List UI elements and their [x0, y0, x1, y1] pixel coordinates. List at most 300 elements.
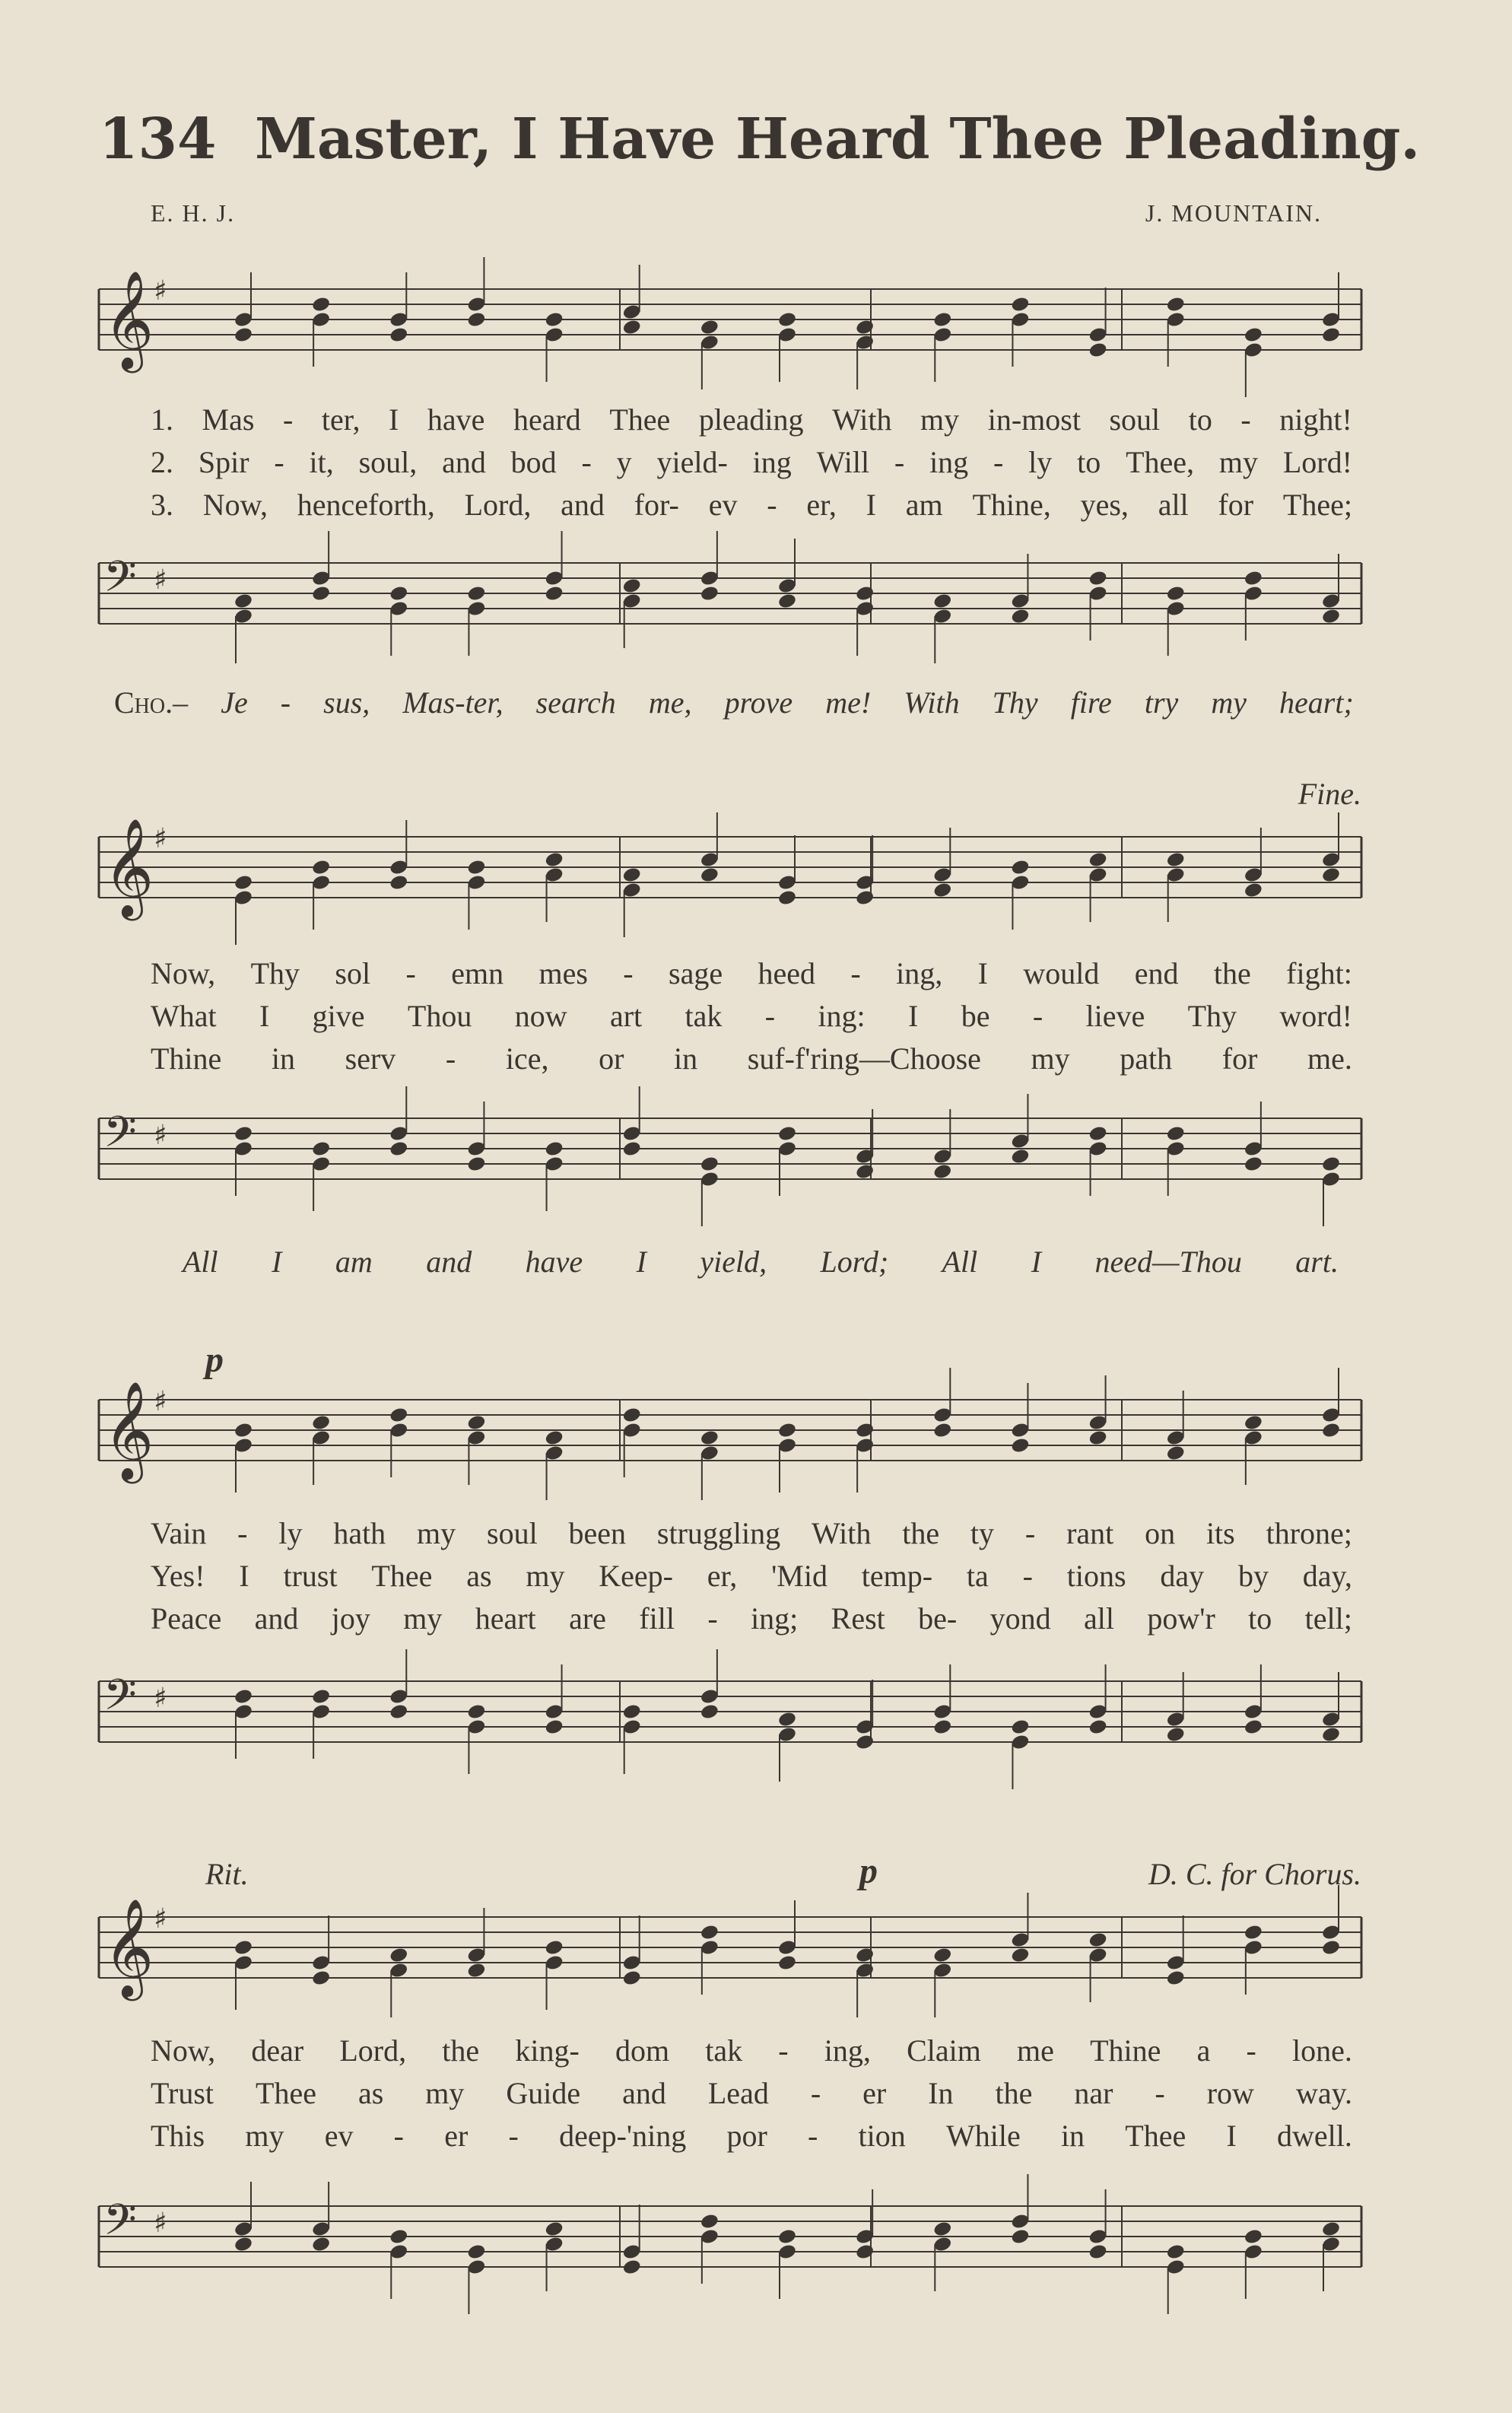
- lyric-word: as: [357, 2076, 384, 2110]
- lyric-word: -: [1246, 2033, 1256, 2068]
- lyric-word: Now,: [151, 956, 216, 990]
- lyric-word: 2.: [151, 445, 173, 479]
- notehead: [932, 1718, 952, 1736]
- notehead: [777, 1422, 797, 1439]
- notehead: [1166, 1970, 1186, 1987]
- notehead: [1321, 1726, 1341, 1744]
- lyric-word: the: [995, 2076, 1033, 2110]
- chorus-word: my: [1211, 685, 1247, 720]
- chorus-word: sus,: [323, 685, 370, 720]
- lyric-word: soul,: [358, 445, 418, 479]
- notehead: [1321, 2221, 1341, 2238]
- notehead: [1088, 2243, 1107, 2261]
- lyric-word: tions: [1066, 1559, 1126, 1593]
- notehead: [1321, 1156, 1341, 1173]
- sharp-icon: ♯: [154, 1386, 167, 1417]
- notehead: [1244, 882, 1263, 899]
- lyric-word: tion: [858, 2119, 906, 2153]
- lyric-word: for: [1221, 1041, 1258, 1076]
- bass-clef-icon: 𝄢: [103, 1108, 137, 1168]
- lyric-word: end: [1134, 956, 1179, 990]
- lyric-word: -: [1022, 1559, 1033, 1593]
- notehead: [1244, 2228, 1263, 2246]
- notehead: [389, 326, 408, 344]
- notehead: [544, 1429, 564, 1447]
- notehead: [777, 1711, 797, 1728]
- notehead: [466, 585, 486, 602]
- lyric-word: -: [1155, 2076, 1165, 2110]
- notehead: [1321, 1939, 1341, 1957]
- notehead: [1088, 1429, 1107, 1447]
- lyric-word: -: [764, 999, 776, 1033]
- lyric-word: nar: [1074, 2076, 1113, 2110]
- notehead: [466, 1414, 486, 1432]
- chorus-line: [114, 685, 1354, 720]
- notehead: [1166, 296, 1186, 313]
- notehead: [700, 1924, 719, 1941]
- chorus-word: I: [272, 1245, 282, 1279]
- notehead: [233, 1422, 253, 1439]
- notehead: [700, 1429, 719, 1447]
- notehead: [622, 866, 642, 884]
- lyric-word: 1.: [151, 402, 173, 437]
- notehead: [855, 585, 875, 602]
- lyric-word: What: [151, 999, 217, 1033]
- verse-3-line: [151, 1041, 1352, 1076]
- music-system-2: [84, 776, 1377, 1293]
- sharp-icon: ♯: [154, 823, 167, 854]
- lyric-word: bod: [510, 445, 557, 479]
- notehead: [777, 1954, 797, 1972]
- lyric-word: Thine: [151, 1041, 222, 1076]
- notehead: [311, 296, 331, 313]
- verse-1-line: [151, 2033, 1352, 2068]
- lyric-word: Thine,: [972, 488, 1051, 522]
- lyric-word: -: [274, 445, 284, 479]
- notehead: [311, 1688, 331, 1706]
- notehead: [855, 1163, 875, 1181]
- lyric-word: ing:: [818, 999, 866, 1033]
- notehead: [466, 2243, 486, 2261]
- chorus-word: art.: [1295, 1245, 1339, 1279]
- notehead: [1166, 1445, 1186, 1462]
- lyric-word: I: [977, 956, 988, 990]
- lyric-word: my: [1218, 445, 1258, 479]
- lyric-word: way.: [1295, 2076, 1352, 2110]
- lyric-word: day,: [1302, 1559, 1352, 1593]
- notehead: [1088, 1718, 1107, 1736]
- lyric-word: its: [1205, 1516, 1235, 1550]
- lyric-word: for: [1218, 488, 1254, 522]
- notehead: [233, 2236, 253, 2253]
- notehead: [932, 1422, 952, 1439]
- lyric-word: it,: [309, 445, 334, 479]
- music-system-4: [84, 1851, 1377, 2343]
- lyric-word: are: [569, 1601, 606, 1636]
- chorus-word: -: [280, 685, 291, 720]
- lyric-word: -: [767, 488, 777, 522]
- lyric-word: ice,: [505, 1041, 549, 1076]
- lyric-word: or: [599, 1041, 624, 1076]
- notehead: [855, 1947, 875, 1964]
- lyric-word: be: [961, 999, 990, 1033]
- chorus-word: me!: [825, 685, 872, 720]
- lyric-word: -: [623, 956, 634, 990]
- verse-2-line: [151, 444, 1352, 480]
- lyric-word: Mas: [202, 402, 255, 437]
- notehead: [389, 585, 408, 602]
- lyric-word: in-most: [987, 402, 1081, 437]
- verse-2-line: [151, 2075, 1352, 2111]
- notehead: [466, 1962, 486, 1979]
- lyric-word: by: [1237, 1559, 1269, 1593]
- lyric-word: serv: [345, 1041, 396, 1076]
- chorus-word: search: [535, 685, 616, 720]
- chorus-word: have: [525, 1245, 583, 1279]
- lyric-word: dear: [251, 2033, 304, 2068]
- lyric-word: With: [832, 402, 892, 437]
- lyric-word: soul: [1109, 402, 1161, 437]
- lyric-word: as: [466, 1559, 492, 1593]
- ritardando-mark: Rit.: [205, 1857, 249, 1891]
- lyric-word: and: [622, 2076, 666, 2110]
- lyric-word: hath: [333, 1516, 386, 1550]
- notehead: [700, 1156, 719, 1173]
- sharp-icon: ♯: [154, 2208, 167, 2239]
- notehead: [389, 874, 408, 892]
- notehead: [1244, 326, 1263, 344]
- lyric-word: ta: [966, 1559, 989, 1593]
- notehead: [932, 1163, 952, 1181]
- lyric-word: and: [561, 488, 605, 522]
- lyric-word: Peace: [151, 1601, 222, 1636]
- lyric-word: mes: [538, 956, 588, 990]
- notehead: [1166, 1726, 1186, 1744]
- chorus-word: I: [636, 1245, 646, 1279]
- lyric-word: Now,: [151, 2033, 216, 2068]
- notehead: [700, 866, 719, 884]
- lyric-word: -: [237, 1516, 248, 1550]
- notehead: [855, 2243, 875, 2261]
- lyric-word: my: [920, 402, 960, 437]
- lyric-word: -: [1032, 999, 1043, 1033]
- lyric-word: Thee: [609, 402, 671, 437]
- lyric-word: to: [1188, 402, 1212, 437]
- lyric-word: yond: [989, 1601, 1051, 1636]
- lyric-word: Rest: [831, 1601, 885, 1636]
- lyric-word: I: [259, 999, 270, 1033]
- lyric-word: all: [1158, 488, 1189, 522]
- lyric-word: for-: [634, 488, 679, 522]
- lyric-word: Now,: [202, 488, 268, 522]
- sharp-icon: ♯: [154, 564, 167, 596]
- lyric-word: row: [1206, 2076, 1254, 2110]
- lyric-word: ing,: [896, 956, 943, 990]
- chorus-word: Thy: [992, 685, 1038, 720]
- notehead: [311, 2236, 331, 2253]
- lyric-word: tell;: [1304, 1601, 1352, 1636]
- treble-staff: [84, 806, 1377, 936]
- lyric-word: king-: [515, 2033, 580, 2068]
- lyric-word: Thy: [1187, 999, 1237, 1033]
- notehead: [1010, 1947, 1030, 1964]
- lyric-word: day: [1160, 1559, 1205, 1593]
- piano-dynamic: p: [205, 1340, 224, 1380]
- lyric-word: struggling: [656, 1516, 781, 1550]
- lyric-word: and: [442, 445, 486, 479]
- lyric-word: sage: [669, 956, 723, 990]
- lyric-word: Lord,: [464, 488, 532, 522]
- notehead: [1010, 1718, 1030, 1736]
- chorus-word: need—Thou: [1094, 1245, 1242, 1279]
- lyric-word: heart: [475, 1601, 536, 1636]
- lyric-word: Thou: [407, 999, 472, 1033]
- lyric-word: now: [514, 999, 567, 1033]
- treble-staff: [84, 1887, 1377, 2016]
- lyric-word: a: [1196, 2033, 1211, 2068]
- notehead: [777, 1125, 797, 1143]
- hymn-number: 134: [99, 107, 217, 172]
- notehead: [1166, 851, 1186, 869]
- lyric-word: me.: [1307, 1041, 1352, 1076]
- verse-3-line: [151, 487, 1352, 523]
- lyric-word: yes,: [1080, 488, 1129, 522]
- lyric-word: ly: [1028, 445, 1053, 479]
- lyric-word: Lord,: [339, 2033, 407, 2068]
- notehead: [311, 1414, 331, 1432]
- lyric-word: -: [807, 2119, 818, 2153]
- sharp-icon: ♯: [154, 1683, 167, 1714]
- lyric-word: Thee: [371, 1559, 433, 1593]
- lyric-word: throne;: [1266, 1516, 1352, 1550]
- notehead: [311, 585, 331, 602]
- lyric-word: all: [1084, 1601, 1114, 1636]
- notehead: [1010, 2228, 1030, 2246]
- verse-1-line: [151, 1515, 1352, 1551]
- lyric-word: fill: [639, 1601, 675, 1636]
- notehead: [932, 882, 952, 899]
- chorus-word: Je: [221, 685, 248, 720]
- lyric-word: word!: [1279, 999, 1352, 1033]
- notehead: [932, 311, 952, 329]
- notehead: [622, 577, 642, 595]
- lyric-word: my: [1031, 1041, 1070, 1076]
- sharp-icon: ♯: [154, 1120, 167, 1151]
- chorus-word: Lord;: [820, 1245, 889, 1279]
- lyric-word: my: [417, 1516, 456, 1550]
- chorus-word: All: [183, 1245, 218, 1279]
- verse-1-line: [151, 402, 1352, 437]
- lyric-word: ev: [708, 488, 738, 522]
- words-credit: E. H. J.: [151, 199, 236, 227]
- notehead: [700, 2213, 719, 2230]
- notehead: [1244, 1156, 1263, 1173]
- chorus-line: [183, 1244, 1339, 1280]
- lyric-word: Thy: [250, 956, 300, 990]
- lyric-word: Guide: [506, 2076, 581, 2110]
- lyric-word: Thine: [1090, 2033, 1161, 2068]
- lyric-word: Thee: [256, 2076, 316, 2110]
- lyric-word: Lord!: [1282, 445, 1352, 479]
- chorus-word: heart;: [1279, 685, 1354, 720]
- notehead: [233, 593, 253, 610]
- lyric-word: pleading: [698, 402, 804, 437]
- notehead: [932, 593, 952, 610]
- notehead: [389, 1140, 408, 1158]
- lyric-word: -: [393, 2119, 404, 2153]
- notehead: [777, 2228, 797, 2246]
- notehead: [932, 2221, 952, 2238]
- notehead: [1166, 585, 1186, 602]
- lyric-word: ter,: [321, 402, 361, 437]
- chorus-word: fire: [1070, 685, 1112, 720]
- verse-2-line: [151, 998, 1352, 1034]
- lyric-word: er,: [707, 1559, 738, 1593]
- lyric-word: This: [151, 2119, 205, 2153]
- lyric-word: the: [902, 1516, 940, 1550]
- lyric-word: ly: [278, 1516, 303, 1550]
- notehead: [622, 1140, 642, 1158]
- notehead: [855, 889, 875, 907]
- lyric-word: -: [993, 445, 1004, 479]
- notehead: [233, 326, 253, 344]
- lyric-word: -: [1240, 402, 1251, 437]
- treble-clef-icon: 𝄞: [103, 818, 154, 917]
- notehead: [700, 1703, 719, 1721]
- lyric-word: temp-: [861, 1559, 933, 1593]
- notehead: [855, 1422, 875, 1439]
- notehead: [855, 1734, 875, 1751]
- lyric-word: With: [811, 1516, 872, 1550]
- chorus-word: With: [904, 685, 960, 720]
- lyric-word: been: [568, 1516, 627, 1550]
- notehead: [1010, 1437, 1030, 1454]
- lyric-word: joy: [331, 1601, 370, 1636]
- treble-clef-icon: 𝄞: [103, 1381, 154, 1480]
- notehead: [622, 2259, 642, 2276]
- notehead: [311, 1140, 331, 1158]
- chorus-word: I: [1031, 1245, 1042, 1279]
- notehead: [1244, 1924, 1263, 1941]
- lyric-word: Vain: [151, 1516, 207, 1550]
- notehead: [1321, 1422, 1341, 1439]
- notehead: [1244, 570, 1263, 587]
- notehead: [389, 1407, 408, 1424]
- lyric-word: -: [508, 2119, 519, 2153]
- bass-staff: [84, 533, 1377, 662]
- lyric-word: ev: [324, 2119, 354, 2153]
- verse-3-line: [151, 2118, 1352, 2154]
- piano-dynamic: p: [859, 1851, 878, 1891]
- notehead: [544, 1939, 564, 1957]
- lyric-word: -: [445, 1041, 456, 1076]
- lyric-word: deep-'ning: [559, 2119, 687, 2153]
- lyric-word: ty: [970, 1516, 995, 1550]
- lyric-word: and: [254, 1601, 299, 1636]
- music-credit: J. MOUNTAIN.: [1145, 199, 1322, 227]
- notehead: [389, 1947, 408, 1964]
- notehead: [1088, 1125, 1107, 1143]
- lyric-word: I: [389, 402, 399, 437]
- lyric-word: in: [674, 1041, 698, 1076]
- lyric-word: I: [866, 488, 876, 522]
- notehead: [1088, 342, 1107, 359]
- bass-clef-icon: 𝄢: [103, 552, 137, 612]
- notehead: [466, 311, 486, 329]
- notehead: [466, 859, 486, 876]
- lyric-word: Keep-: [599, 1559, 673, 1593]
- notehead: [622, 1970, 642, 1987]
- lyric-word: Lead: [707, 2076, 769, 2110]
- notehead: [1010, 296, 1030, 313]
- lyric-word: sol: [335, 956, 371, 990]
- chorus-word: try: [1144, 685, 1179, 720]
- chorus-word: and: [426, 1245, 472, 1279]
- lyric-word: ing: [752, 445, 792, 479]
- notehead: [233, 1688, 253, 1706]
- notehead: [311, 1970, 331, 1987]
- lyric-word: y: [616, 445, 632, 479]
- lyric-word: lone.: [1292, 2033, 1352, 2068]
- verse-1-line: [151, 955, 1352, 991]
- lyric-word: my: [403, 1601, 443, 1636]
- lyric-word: fight:: [1286, 956, 1352, 990]
- dc-for-chorus-mark: D. C. for Chorus.: [1148, 1857, 1361, 1891]
- chorus-word: prove: [724, 685, 793, 720]
- lyric-word: Thee;: [1282, 488, 1352, 522]
- lyric-word: suf-f'ring—Choose: [747, 1041, 981, 1076]
- lyric-word: -: [778, 2033, 789, 2068]
- lyric-word: soul: [487, 1516, 538, 1550]
- notehead: [1166, 2243, 1186, 2261]
- lyric-word: trust: [283, 1559, 338, 1593]
- chorus-word: All: [942, 1245, 978, 1279]
- notehead: [777, 311, 797, 329]
- lyric-word: er: [862, 2076, 887, 2110]
- lyric-word: -: [1024, 1516, 1036, 1550]
- notehead: [311, 859, 331, 876]
- bass-staff: [84, 1651, 1377, 1780]
- lyric-word: my: [245, 2119, 284, 2153]
- lyric-word: Thee: [1125, 2119, 1186, 2153]
- notehead: [932, 1947, 952, 1964]
- lyric-word: on: [1145, 1516, 1176, 1550]
- hymn-title: Master, I Have Heard Thee Pleading.: [255, 107, 1421, 172]
- lyric-word: heard: [513, 402, 581, 437]
- notehead: [700, 319, 719, 336]
- lyric-word: be-: [918, 1601, 958, 1636]
- notehead: [1244, 1718, 1263, 1736]
- notehead: [1321, 608, 1341, 625]
- notehead: [389, 1703, 408, 1721]
- notehead: [1010, 1148, 1030, 1165]
- lyric-word: lieve: [1085, 999, 1145, 1033]
- lyric-word: ing;: [751, 1601, 799, 1636]
- lyric-word: -: [707, 1601, 718, 1636]
- lyric-word: -: [894, 445, 905, 479]
- notehead: [466, 1156, 486, 1173]
- notehead: [544, 851, 564, 869]
- bass-staff: [84, 1088, 1377, 1217]
- lyric-word: I: [1226, 2119, 1237, 2153]
- lyric-word: -: [581, 445, 592, 479]
- lyric-word: art: [609, 999, 643, 1033]
- lyric-word: give: [312, 999, 365, 1033]
- lyric-word: er,: [806, 488, 837, 522]
- notehead: [777, 889, 797, 907]
- treble-staff: [84, 259, 1377, 388]
- chorus-word: Mas-ter,: [402, 685, 503, 720]
